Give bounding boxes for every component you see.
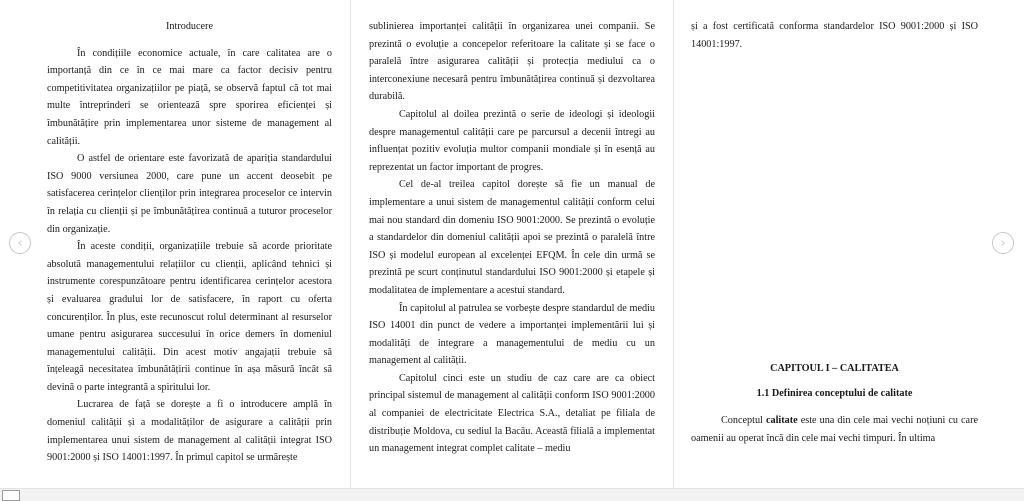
paragraph: În aceste condiții, organizațiile trebuie să acorde prioritate absolută managementului relațiilor cu clienții, aplicând tehnici și instrumente corespunzătoare pentru identificarea cerințelor acestora și evaluarea gradului lor de satisfacere, în raport cu oferta concurenților. În plus, este recunoscut rolul determinant al resurselor umane pentru asigurarea succesului în orice demers în domeniul managementului calității. Din acest motiv angajații trebuie să înțeleagă necesitatea îmbunătățirii continue în așa măsură încât să devină o parte integrantă a spiritului lor. <box>47 241 332 393</box>
page-column-1 <box>47 18 332 467</box>
paragraph: și a fost certificată conforma standardelor ISO 9001:2000 și ISO 14001:1997. <box>691 21 978 50</box>
paragraph-text: Conceptul <box>721 415 766 426</box>
previous-page-button[interactable] <box>9 232 31 254</box>
paragraph: O astfel de orientare este favorizată de apariția standardului ISO 9000 versiunea 2000, care pune un accent deosebit pe satisfacerea cerințelor clienților prin integrarea proceselor ce intervin în relația cu clienții și pe îmbunătățirea continuă a tuturor proceselor din organizație. <box>47 153 332 235</box>
paragraph: În condițiile economice actuale, în care calitatea are o importanță din ce în ce mai mare ca factor decisiv pentru competitivitatea organizațiilor pe piață, se observă faptul că tot mai multe întreprinderi se orientează spre sporirea eficienței și îmbunătățire prin implementarea unor sisteme de management al calității. <box>47 47 332 147</box>
paragraph: Cel de-al treilea capitol dorește să fie un manual de implementare a unui sistem de managementul calității conform celui mai nou standard din domeniu ISO 9001:2000. Se prezintă o evoluție a standardelor din domeniul calității apoi se prezintă o paralelă între ISO și modelul european al excelenței EFQM. În cele din urmă se prezintă pe scurt conținutul standardului ISO 9001:2000 și etapele și modalitatea de implementare a acestui standard. <box>369 179 655 296</box>
paragraph-text: este una din cele mai vechi noțiuni cu care oamenii au operat încă din cele mai vechi timpuri. În ultima <box>691 415 978 444</box>
paragraph: Capitolul al doilea prezintă o serie de ideologi și ideologii despre managementul calității care pe parcursul a decenii întregi au influențat pozitiv evoluția multor companii mondiale și în esență au reprezentat un factor important de progres. <box>369 108 655 173</box>
paragraph: sublinierea importanței calității în organizarea unei companii. Se prezintă o evoluție a concepelor referitoare la calitate și se face o paralelă între asigurarea calității și protecția mediului ca o interconexiune necesară pentru îmbunătățirea continuă și dezvoltarea durabilă. <box>369 21 655 103</box>
page-column-3 <box>691 18 978 53</box>
chevron-right-icon: › <box>1000 235 1006 251</box>
section-body <box>691 412 978 447</box>
paragraph: Capitolul cinci este un studiu de caz care are ca obiect principal sistemul de management al calității conform ISO 9001:2000 al companiei de electricitate Electrica S.A., detaliat pe filiala de distribuție Moldova, cu sediul la Bacău. Această filială a implementat un management integrat complet calitate – mediu <box>369 372 655 455</box>
paragraph: Lucrarea de față se dorește a fi o introducere amplă în domeniul calității și a modalităților de asigurare a calității prin implementarea unui sistem de management al calității integrat ISO 9001:2000 și ISO 14001:1997. În primul capitol se urmărește <box>47 399 332 464</box>
section-title: 1.1 Definirea conceptului de calitate <box>756 388 913 399</box>
introduction-heading: Introducere <box>166 21 213 32</box>
scrollbar-thumb[interactable] <box>2 490 20 501</box>
horizontal-scrollbar[interactable] <box>0 488 1024 501</box>
chevron-left-icon: ‹ <box>17 235 23 251</box>
page-separator <box>673 0 674 488</box>
page-separator <box>350 0 351 488</box>
next-page-button[interactable] <box>992 232 1014 254</box>
chapter-title: CAPITOUL I – CALITATEA <box>770 363 899 374</box>
bold-term: calitate <box>765 415 798 426</box>
paragraph <box>691 412 978 447</box>
paragraph: În capitolul al patrulea se vorbește despre standardul de mediu ISO 14001 din punct de vedere a importanței implementării lui și modalități de integrare a managementului de mediu cu un management al calității. <box>369 302 655 367</box>
page-column-2 <box>369 18 655 458</box>
